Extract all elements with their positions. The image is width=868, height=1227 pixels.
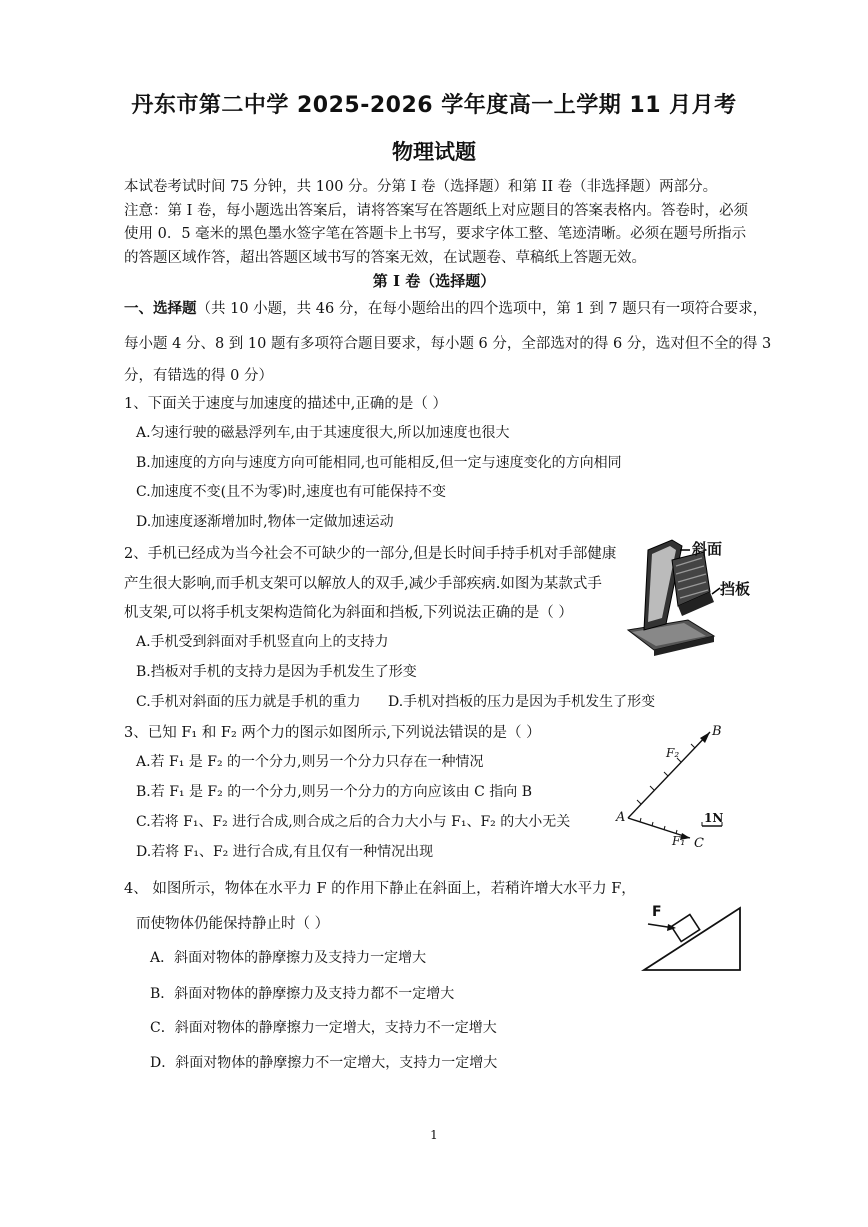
- q1-option-d: D.加速度逐渐增加时,物体一定做加速运动: [136, 514, 394, 530]
- f1-label: F₁: [672, 834, 686, 848]
- q2-stem-line-3: 机支架,可以将手机支架构造简化为斜面和挡板,下列说法正确的是（ ）: [124, 605, 573, 621]
- section-title: 第 I 卷（选择题）: [372, 272, 496, 290]
- section-desc-line-1: [124, 297, 767, 318]
- q3-option-a: A.若 F₁ 是 F₂ 的一个分力,则另一个分力只存在一种情况: [136, 754, 484, 770]
- exam-subtitle: 物理试题: [392, 140, 476, 164]
- q2-option-d: D.手机对挡板的压力是因为手机发生了形变: [388, 694, 656, 710]
- intro-line-1: 本试卷考试时间 75 分钟，共 100 分。分第 I 卷（选择题）和第 II 卷（非选择题）两部分。: [124, 179, 718, 195]
- point-a-label: A: [616, 810, 626, 825]
- q1-option-a: A.匀速行驶的磁悬浮列车,由于其速度很大,所以加速度也很大: [136, 425, 510, 441]
- page-number: 1: [430, 1128, 438, 1142]
- q4-option-a: A．斜面对物体的静摩擦力及支持力一定增大: [150, 950, 427, 966]
- q4-option-d: D．斜面对物体的静摩擦力不一定增大，支持力一定增大: [150, 1055, 498, 1071]
- q2-option-b: B.挡板对手机的支持力是因为手机发生了形变: [136, 664, 417, 680]
- force-f-label: F: [652, 904, 662, 920]
- label-slope: 斜面: [692, 540, 723, 558]
- scale-label: 1N: [704, 811, 724, 825]
- exam-title: 丹东市第二中学 2025-2026 学年度高一上学期 11 月月考: [131, 93, 737, 118]
- q1-option-b: B.加速度的方向与速度方向可能相同,也可能相反,但一定与速度变化的方向相同: [136, 455, 622, 471]
- force-vector-f2: [628, 732, 710, 818]
- q2-option-a: A.手机受到斜面对手机竖直向上的支持力: [136, 634, 389, 650]
- q4-option-b: B．斜面对物体的静摩擦力及支持力都不一定增大: [150, 986, 455, 1002]
- q3-option-b: B.若 F₁ 是 F₂ 的一个分力,则另一个分力的方向应该由 C 指向 B: [136, 784, 532, 800]
- q3-option-c: C.若将 F₁、F₂ 进行合成,则合成之后的合力大小与 F₁、F₂ 的大小无关: [136, 814, 571, 830]
- q4-stem-line-1: 4、 如图所示，物体在水平力 F 的作用下静止在斜面上，若稍许增大水平力 F，: [124, 881, 636, 897]
- point-b-label: B: [712, 724, 722, 739]
- point-c-label: C: [694, 836, 704, 851]
- section-heading: 一、选择题: [124, 300, 197, 317]
- q4-stem-line-2: 而使物体仍能保持静止时（ ）: [136, 916, 330, 932]
- q3-stem: 3、已知 F₁ 和 F₂ 两个力的图示如图所示,下列说法错误的是（ ）: [124, 725, 541, 741]
- section-desc-1: （共 10 小题，共 46 分，在每小题给出的四个选项中，第 1 到 7 题只有一项符合要求，: [196, 301, 768, 317]
- f2-label: F₂: [666, 746, 680, 760]
- section-desc-line-2: 每小题 4 分、8 到 10 题有多项符合题目要求，每小题 6 分，全部选对的得 6 分，选对但不全的得 3: [124, 336, 772, 352]
- q1-stem: 1、下面关于速度与加速度的描述中,正确的是（ ）: [124, 396, 447, 412]
- q4-option-c: C．斜面对物体的静摩擦力一定增大，支持力不一定增大: [150, 1020, 497, 1036]
- q2-option-c: C.手机对斜面的压力就是手机的重力: [136, 694, 361, 710]
- q2-stem-line-1: 2、手机已经成为当今社会不可缺少的一部分,但是长时间手持手机对手部健康: [124, 546, 617, 562]
- section-desc-line-3: 分，有错选的得 0 分）: [124, 368, 273, 384]
- intro-line-3: 使用 0．5 毫米的黑色墨水签字笔在答题卡上书写，要求字体工整、笔迹清晰。必须在题号所指示: [124, 226, 747, 242]
- q2-stem-line-2: 产生很大影响,而手机支架可以解放人的双手,减少手部疾病.如图为某款式手: [124, 576, 602, 592]
- q1-option-c: C.加速度不变(且不为零)时,速度也有可能保持不变: [136, 484, 447, 500]
- intro-line-2: 注意：第 I 卷，每小题选出答案后，请将答案写在答题纸上对应题目的答案表格内。答卷时，必须: [124, 203, 748, 219]
- intro-line-4: 的答题区域作答，超出答题区域书写的答案无效，在试题卷、草稿纸上答题无效。: [124, 250, 646, 266]
- q3-option-d: D.若将 F₁、F₂ 进行合成,有且仅有一种情况出现: [136, 844, 434, 860]
- label-stop: 挡板: [720, 580, 751, 598]
